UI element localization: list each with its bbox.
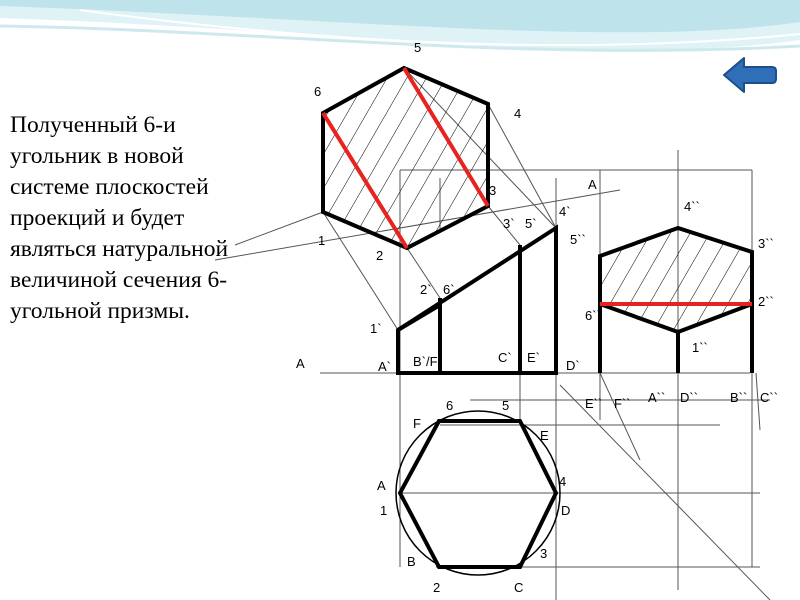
label-Dp: D` (566, 358, 580, 373)
label-axis-A: A (296, 356, 305, 371)
label-App: A`` (648, 390, 666, 405)
label-Fpp: F`` (614, 396, 631, 411)
label-axis-A-upper: A (588, 177, 597, 192)
label-2: 2 (433, 580, 441, 595)
label-Dpp: D`` (680, 390, 699, 405)
label-E: E (540, 428, 549, 443)
label-Ap: A` (378, 359, 391, 374)
label-Cp: C` (498, 350, 512, 365)
label-6: 6 (446, 398, 454, 413)
label-3p: 3` (503, 216, 515, 231)
label-3: 3 (540, 546, 548, 561)
construction-lines (215, 68, 770, 600)
label-4p: 4` (559, 204, 571, 219)
label-6p: 6` (443, 282, 455, 297)
label-1: 1 (380, 503, 388, 518)
label-Epp: E`` (585, 396, 603, 411)
label-Cpp: C`` (760, 390, 779, 405)
label-top-6: 6 (314, 84, 322, 99)
label-F: F (413, 416, 421, 431)
label-1pp: 1`` (692, 340, 708, 355)
label-2pp: 2`` (758, 294, 774, 309)
label-top-3: 3 (489, 183, 497, 198)
label-top-1: 1 (318, 233, 326, 248)
section-hexagon-top (300, 60, 510, 260)
side-view (590, 220, 760, 373)
label-1p: 1` (370, 321, 382, 336)
label-D: D (561, 503, 571, 518)
label-6pp: 6`` (585, 308, 601, 323)
label-5pp: 5`` (570, 232, 586, 247)
label-5: 5 (502, 398, 510, 413)
label-top-5: 5 (414, 40, 422, 55)
label-4: 4 (559, 474, 567, 489)
label-2p: 2` (420, 282, 432, 297)
label-3pp: 3`` (758, 236, 774, 251)
label-Ep: E` (527, 350, 540, 365)
label-5p: 5` (525, 216, 537, 231)
label-A: A (377, 478, 386, 493)
label-top-2: 2 (376, 248, 384, 263)
label-Bpp: B`` (730, 390, 748, 405)
label-4pp: 4`` (684, 199, 700, 214)
label-B: B (407, 554, 416, 569)
caption-text: Полученный 6-и угольник в новой системе плоскостей проекций и будет являться натуральной величиной сечения 6-угольной призмы. (10, 112, 229, 324)
label-top-4: 4 (514, 106, 522, 121)
label-C: C (514, 580, 524, 595)
label-BFp: B`/F` (413, 354, 442, 369)
